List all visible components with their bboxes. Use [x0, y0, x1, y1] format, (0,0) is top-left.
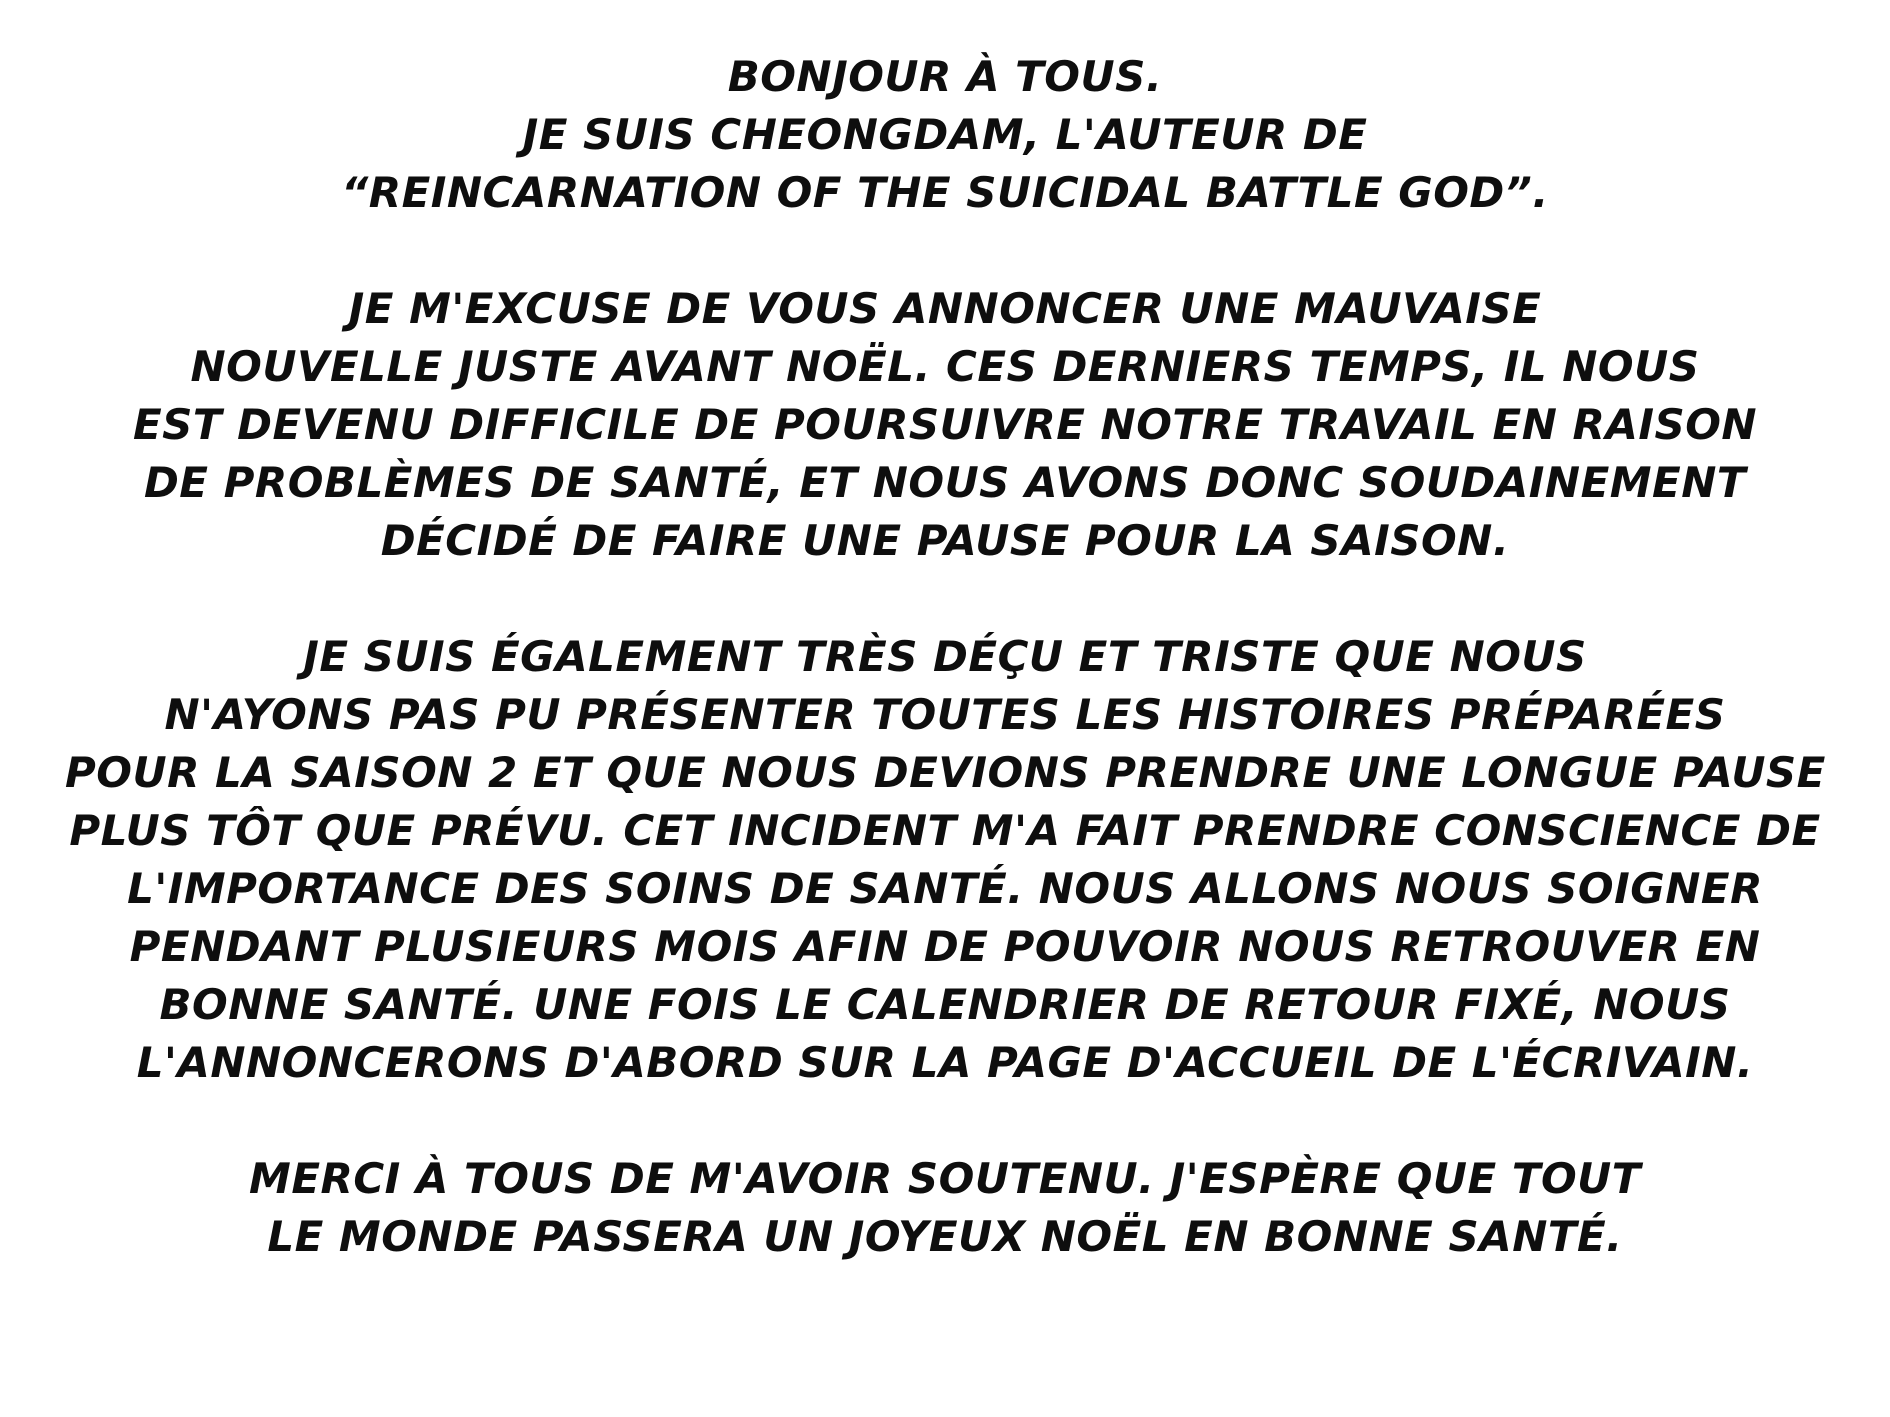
text-line: N'AYONS PAS PU PRÉSENTER TOUTES LES HISTOIRES PRÉPARÉES: [164, 690, 1726, 739]
paragraph-greeting: [65, 48, 1825, 222]
text-line: JE M'EXCUSE DE VOUS ANNONCER UNE MAUVAISE: [348, 284, 1542, 333]
paragraph-thanks: [65, 1150, 1825, 1266]
text-line: PENDANT PLUSIEURS MOIS AFIN DE POUVOIR NOUS RETROUVER EN: [129, 922, 1761, 971]
announcement-text-block: [65, 48, 1825, 1266]
text-line: EST DEVENU DIFFICILE DE POURSUIVRE NOTRE TRAVAIL EN RAISON: [132, 400, 1758, 449]
text-line: MERCI À TOUS DE M'AVOIR SOUTENU. J'ESPÈRE QUE TOUT: [249, 1154, 1641, 1203]
text-line: BONNE SANTÉ. UNE FOIS LE CALENDRIER DE RETOUR FIXÉ, NOUS: [159, 980, 1731, 1029]
text-line: “REINCARNATION OF THE SUICIDAL BATTLE GOD”.: [341, 168, 1549, 217]
text-line: L'ANNONCERONS D'ABORD SUR LA PAGE D'ACCUEIL DE L'ÉCRIVAIN.: [136, 1038, 1754, 1087]
paragraph-bad-news: [65, 280, 1825, 570]
text-line: JE SUIS CHEONGDAM, L'AUTEUR DE: [522, 110, 1368, 159]
text-line: LE MONDE PASSERA UN JOYEUX NOËL EN BONNE SANTÉ.: [267, 1212, 1623, 1261]
text-line: PLUS TÔT QUE PRÉVU. CET INCIDENT M'A FAIT PRENDRE CONSCIENCE DE: [69, 806, 1821, 855]
text-line: JE SUIS ÉGALEMENT TRÈS DÉÇU ET TRISTE QUE NOUS: [303, 632, 1587, 681]
text-line: DE PROBLÈMES DE SANTÉ, ET NOUS AVONS DONC SOUDAINEMENT: [143, 458, 1747, 507]
text-line: DÉCIDÉ DE FAIRE UNE PAUSE POUR LA SAISON.: [380, 516, 1510, 565]
text-line: BONJOUR À TOUS.: [727, 52, 1163, 101]
text-line: POUR LA SAISON 2 ET QUE NOUS DEVIONS PRENDRE UNE LONGUE PAUSE: [65, 748, 1826, 797]
text-line: NOUVELLE JUSTE AVANT NOËL. CES DERNIERS TEMPS, IL NOUS: [190, 342, 1700, 391]
paragraph-apology-details: [65, 628, 1825, 1092]
text-line: L'IMPORTANCE DES SOINS DE SANTÉ. NOUS ALLONS NOUS SOIGNER: [127, 864, 1763, 913]
